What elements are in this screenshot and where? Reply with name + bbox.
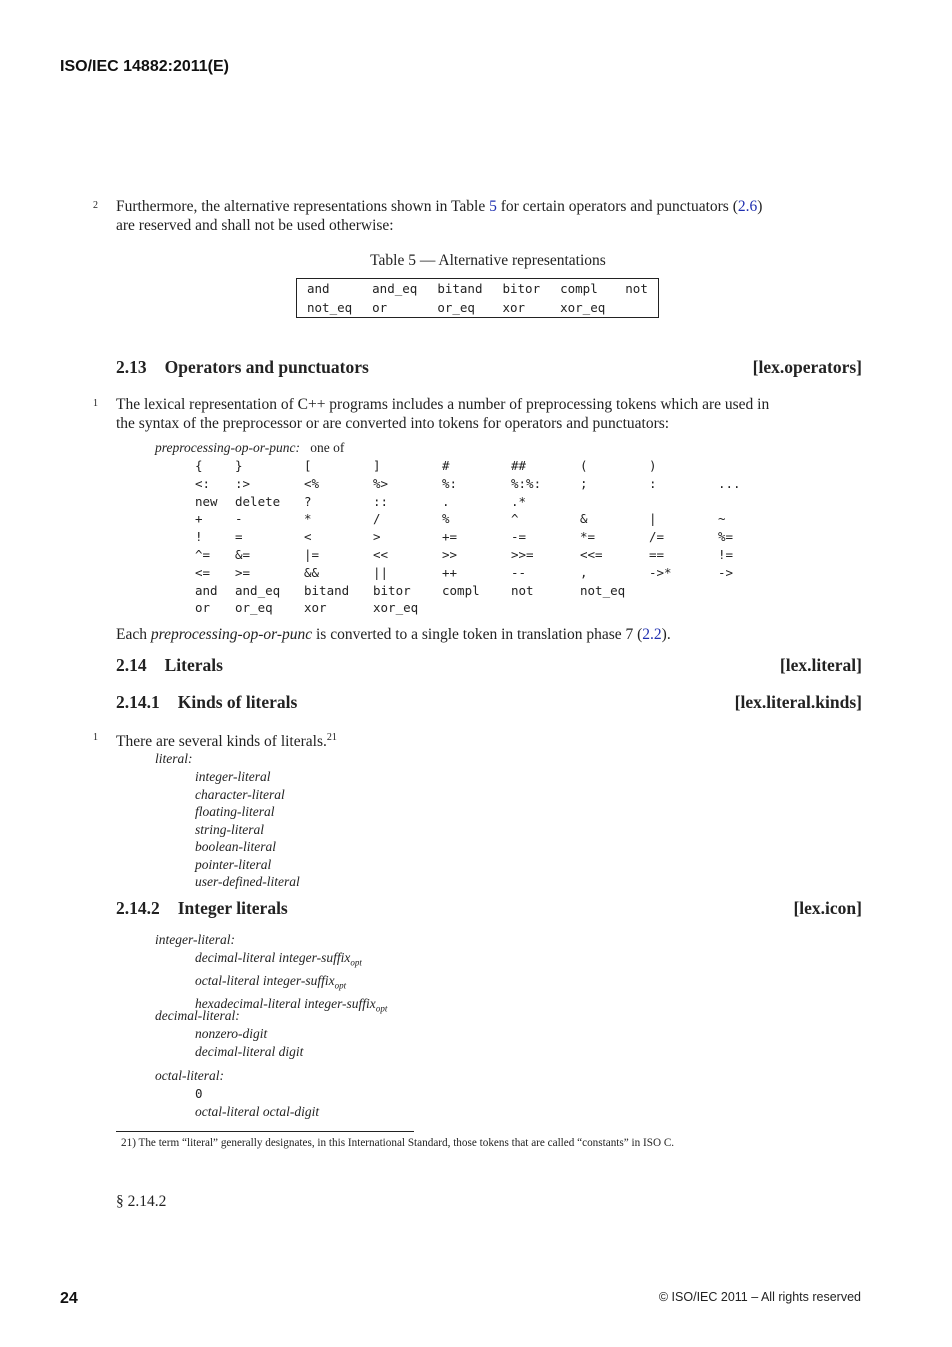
section-title: Literals <box>164 655 223 675</box>
operator-token: ## <box>511 458 527 473</box>
section-label: [lex.operators] <box>752 357 862 377</box>
operator-token: > <box>373 529 381 545</box>
grammar-nonterminal: decimal-literal: <box>155 1008 240 1023</box>
operator-token: ( <box>580 458 588 473</box>
grammar-alternative: decimal-literal digit <box>195 1043 304 1059</box>
operator-row <box>195 600 758 618</box>
paragraph-alt-reps <box>116 197 866 235</box>
operator-token: new <box>195 493 218 509</box>
operator-row <box>195 494 758 512</box>
optional-subscript: opt <box>375 1004 388 1015</box>
section-heading-2-14-2 <box>116 898 288 919</box>
operator-token <box>580 600 649 618</box>
section-number: 2.13 <box>116 357 147 377</box>
operator-token: :> <box>235 475 251 491</box>
section-label: [lex.literal] <box>779 655 862 675</box>
paragraph-line: are reserved and shall not be used otherwise: <box>116 217 394 234</box>
operator-token: ] <box>373 458 381 473</box>
table-cell: not <box>625 281 648 296</box>
operators-grid <box>195 458 758 618</box>
operator-row <box>195 529 758 547</box>
optional-subscript: opt <box>334 980 347 991</box>
operator-token: * <box>304 511 312 527</box>
text: ). <box>661 626 671 643</box>
section-ref-link[interactable]: 2.2 <box>642 626 662 643</box>
operator-token: -> <box>718 564 734 580</box>
operator-token: bitand <box>304 582 350 598</box>
paragraph-line <box>116 197 866 216</box>
operator-token: ++ <box>442 564 458 580</box>
operator-token: <= <box>195 564 211 580</box>
operator-token: -- <box>511 564 527 580</box>
operator-token: % <box>442 511 450 527</box>
operator-token <box>442 600 511 618</box>
operator-token <box>649 583 718 601</box>
section-label: [lex.literal.kinds] <box>734 692 862 712</box>
operator-token: = <box>235 529 243 545</box>
section-number: 2.14 <box>116 655 147 675</box>
paragraph-number: 1 <box>93 398 98 409</box>
table-cell: and_eq <box>372 281 418 296</box>
table-cell: xor_eq <box>560 300 606 315</box>
operator-token <box>718 583 758 601</box>
paragraph-operators <box>116 395 866 433</box>
section-label: [lex.icon] <box>793 898 862 918</box>
table-cell: compl <box>560 281 598 296</box>
operator-token: < <box>304 529 312 545</box>
operator-token: # <box>442 458 450 473</box>
operator-token: <<= <box>580 546 603 562</box>
operator-token: %:%: <box>511 475 542 491</box>
operator-token: not_eq <box>580 582 626 598</box>
operator-token <box>718 458 758 476</box>
operator-token: ~ <box>718 511 726 527</box>
operator-token: .* <box>511 493 527 509</box>
operator-token: |= <box>304 546 320 562</box>
grammar-nonterminal: integer-literal: <box>155 932 235 947</box>
paragraph-line: The lexical representation of C++ programs includes a number of preprocessing tokens which are used in <box>116 396 770 413</box>
grammar-production <box>155 440 344 456</box>
operator-token: and_eq <box>235 582 281 598</box>
operator-token: } <box>235 458 243 473</box>
text: Furthermore, the alternative representations shown in Table <box>116 198 490 215</box>
page-number: 24 <box>60 1290 78 1307</box>
operator-token: <% <box>304 475 320 491</box>
operator-token: & <box>580 511 588 527</box>
operator-token: %: <box>442 475 458 491</box>
operator-token: ! <box>195 529 203 545</box>
text: is converted to a single token in translation phase 7 ( <box>312 626 643 643</box>
operator-token: -= <box>511 529 527 545</box>
operator-token: ? <box>304 493 312 509</box>
operator-token: xor_eq <box>373 600 419 616</box>
table-cell: or <box>372 300 388 315</box>
footnote-ref[interactable]: 21 <box>326 732 337 743</box>
operator-token: ^ <box>511 511 519 527</box>
operator-token: /= <box>649 529 665 545</box>
grammar-text: decimal-literal integer-suffix <box>195 950 351 965</box>
section-ref-link[interactable]: 2.6 <box>737 198 758 215</box>
section-heading-2-14 <box>116 655 223 676</box>
operator-token: or_eq <box>235 600 273 616</box>
operator-token: || <box>373 564 389 580</box>
operator-token: <: <box>195 475 211 491</box>
operator-token: :: <box>373 493 389 509</box>
operator-token <box>649 600 718 618</box>
grammar-nonterminal: literal: <box>155 751 193 766</box>
operator-token: or <box>195 600 211 616</box>
alt-reps-table <box>296 278 659 318</box>
text: ) <box>757 198 763 215</box>
operator-token: %= <box>718 529 734 545</box>
operator-token: += <box>442 529 458 545</box>
grammar-alternative: floating-literal <box>195 804 275 819</box>
operator-token: not <box>511 582 534 598</box>
section-title: Kinds of literals <box>177 692 298 712</box>
grammar-alternatives <box>195 1025 303 1060</box>
operator-token <box>649 494 718 512</box>
grammar-alternative <box>195 972 387 995</box>
operator-token: ) <box>649 458 657 473</box>
operator-token: bitor <box>373 582 411 598</box>
operator-token: - <box>235 511 243 527</box>
grammar-nonterminal: preprocessing-op-or-punc: <box>155 440 300 455</box>
section-number: 2.14.1 <box>116 692 160 712</box>
table-cell: not_eq <box>307 300 353 315</box>
table-cell: xor <box>502 300 526 315</box>
operator-token: >>= <box>511 546 534 562</box>
operator-token: != <box>718 546 734 562</box>
grammar-alternative: nonzero-digit <box>195 1026 268 1041</box>
operator-token: , <box>580 564 588 580</box>
optional-subscript: opt <box>350 957 362 968</box>
section-title: Operators and punctuators <box>164 357 369 377</box>
table-caption: Table 5 — Alternative representations <box>370 252 606 269</box>
operator-token: : <box>649 475 657 491</box>
operator-token: [ <box>304 458 312 473</box>
operator-token: >> <box>442 546 458 562</box>
operator-row <box>195 565 758 583</box>
operator-row <box>195 458 758 476</box>
operator-token: / <box>373 511 381 527</box>
grammar-text: hexadecimal-literal integer-suffix <box>195 996 376 1012</box>
operator-token: ; <box>580 475 588 491</box>
operator-token: ... <box>718 475 741 491</box>
footnote-rule <box>116 1131 414 1132</box>
grammar-terminal: 0 <box>195 1086 203 1101</box>
section-marker: § 2.14.2 <box>116 1193 167 1210</box>
grammar-alternatives <box>195 768 300 891</box>
table-cell: bitand <box>437 281 483 296</box>
grammar-alternative: pointer-literal <box>195 856 272 872</box>
grammar-alternative <box>195 949 387 972</box>
operator-token: { <box>195 458 203 473</box>
operator-token: == <box>649 546 665 562</box>
operator-token: | <box>649 511 657 527</box>
grammar-one-of: one of <box>310 440 345 455</box>
operator-token: &= <box>235 546 251 562</box>
table-row <box>297 279 659 299</box>
grammar-text: octal-literal integer-suffix <box>195 973 335 989</box>
operator-token <box>718 494 758 512</box>
grammar-alternative: octal-literal octal-digit <box>195 1103 320 1119</box>
paragraph-number: 2 <box>93 200 98 211</box>
table-cell: and <box>307 281 330 296</box>
footnote-21: 21) The term “literal” generally designates, in this International Standard, those tokens that are called “constants” in ISO C. <box>121 1137 675 1149</box>
operator-token: >= <box>235 564 251 580</box>
operator-token: %> <box>373 475 389 491</box>
operator-token: . <box>442 493 450 509</box>
grammar-alternative: boolean-literal <box>195 839 276 854</box>
paragraph-kinds <box>116 728 337 751</box>
table-5 <box>296 278 659 318</box>
section-heading-2-14-1 <box>116 692 297 713</box>
operator-token: << <box>373 546 389 562</box>
grammar-alternatives <box>195 1085 319 1120</box>
operator-row <box>195 547 758 565</box>
grammar-alternative: string-literal <box>195 821 265 837</box>
document-id: ISO/IEC 14882:2011(E) <box>60 58 229 75</box>
copyright: © ISO/IEC 2011 – All rights reserved <box>658 1290 861 1304</box>
text: for certain operators and punctuators ( <box>496 198 738 215</box>
paragraph-line: the syntax of the preprocessor or are converted into tokens for operators and punctuators: <box>116 415 670 432</box>
operator-token: + <box>195 511 203 527</box>
table-row <box>297 298 659 318</box>
grammar-alternative: integer-literal <box>195 769 271 784</box>
table-cell: or_eq <box>437 300 475 315</box>
operator-token <box>718 600 758 618</box>
section-number: 2.14.2 <box>116 898 160 918</box>
grammar-alternative: user-defined-literal <box>195 874 300 889</box>
operator-token: compl <box>442 582 480 598</box>
operator-row <box>195 476 758 494</box>
table-ref-link[interactable]: 5 <box>489 198 497 215</box>
operator-row <box>195 583 758 601</box>
operator-token: ^= <box>195 546 211 562</box>
table-cell <box>615 298 658 318</box>
section-heading-2-13 <box>116 357 369 378</box>
text: There are several kinds of literals. <box>116 733 327 751</box>
grammar-term: preprocessing-op-or-punc <box>150 626 313 643</box>
grammar-alternative: character-literal <box>195 786 285 802</box>
operator-token: *= <box>580 529 596 545</box>
operator-token: and <box>195 582 218 598</box>
operators-table <box>195 458 758 618</box>
section-title: Integer literals <box>177 898 288 918</box>
operator-token <box>511 600 580 618</box>
operator-token: xor <box>304 600 327 616</box>
paragraph-number: 1 <box>93 732 98 743</box>
paragraph-each <box>116 625 671 644</box>
operator-row <box>195 511 758 529</box>
table-cell: bitor <box>502 281 541 296</box>
operator-token <box>580 494 649 512</box>
operator-token: ->* <box>649 564 672 580</box>
text: Each <box>116 626 151 643</box>
grammar-nonterminal: octal-literal: <box>155 1068 224 1083</box>
operator-token: && <box>304 564 320 580</box>
operator-token: delete <box>235 493 281 509</box>
